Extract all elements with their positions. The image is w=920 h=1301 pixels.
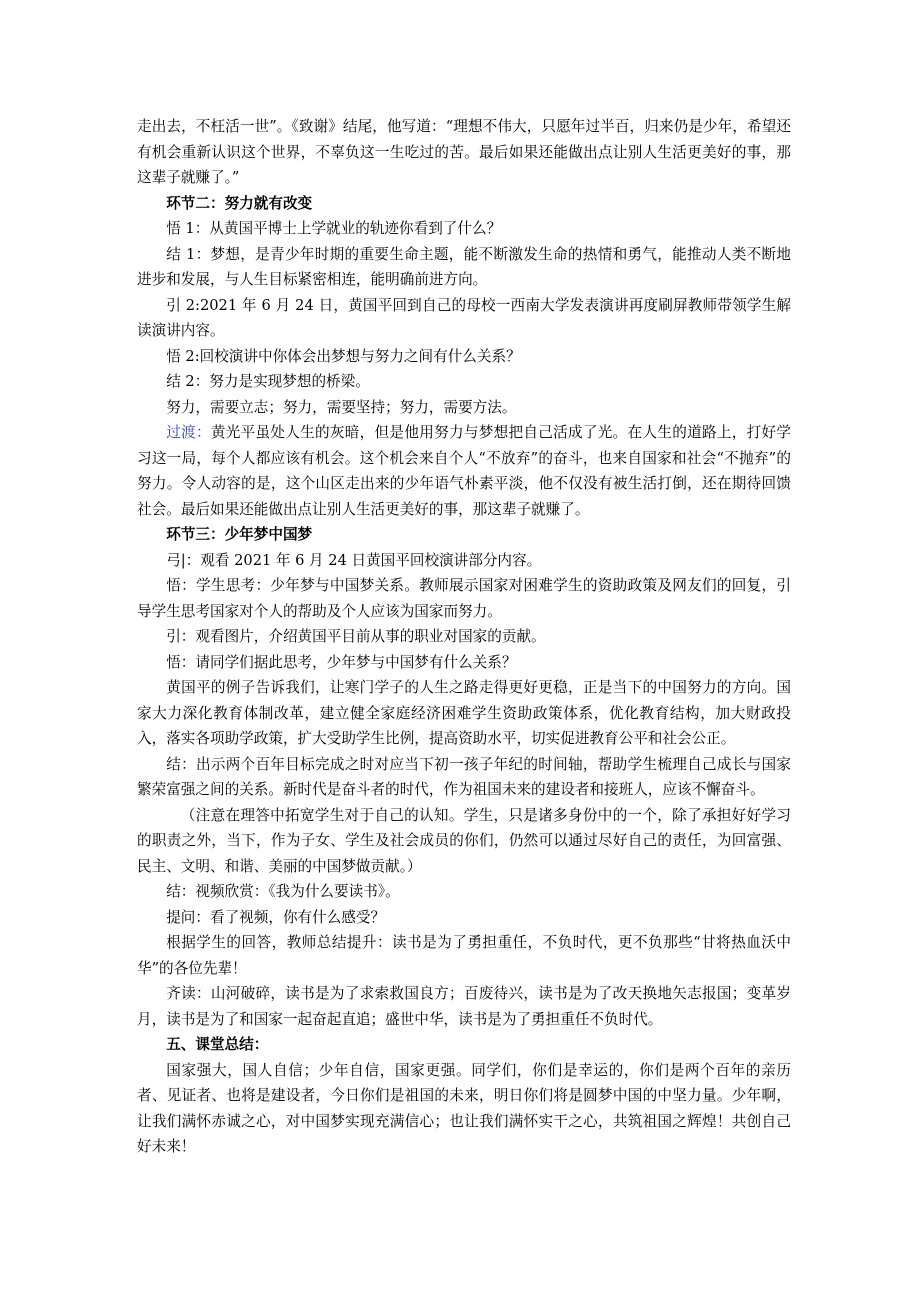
- paragraph-jie-2: 结 2：努力是实现梦想的桥梁。: [166, 373, 370, 390]
- paragraph-huang-example: 黄国平的例子告诉我们，让寒门学子的人生之路走得更好更稳，正是当下的中国努力的方向。国家大力深化教育体制改革，建立健全家庭经济困难学生资助政策体系，优化教育结构，加大财政投入，落实各项助学政策，扩大受助学生比例，提高资助水平，切实促进教育公平和社会公正。: [137, 679, 791, 747]
- paragraph-jie-1: 结 1：梦想，是青少年时期的重要生命主题，能不断激发生命的热情和勇气，能推动人类不断地进步和发展，与人生目标紧密相连，能明确前进方向。: [137, 245, 791, 288]
- document-page: [137, 114, 791, 1160]
- paragraph-wu-2: 悟 2:回校演讲中你体会出梦想与努力之间有什么关系？: [166, 347, 521, 365]
- transition-text: 黄光平虽处人生的灰暗，但是他用努力与梦想把自己活成了光。在人生的道路上，打好学习这一局，每个人都应该有机会。这个机会来自个人“不放弃”的奋斗，也来自国家和社会“不抛弃”的努力。令人动容的是，这个山区走出来的少年语气朴素平淡，他不仅没有被生活打倒，还在期待回馈社会。最后如果还能做出点让别人生活更美好的事，那这辈子就赚了。: [137, 424, 791, 518]
- paragraph-conclusion: 国家强大，国人自信；少年自信，国家更强。同学们，你们是幸运的，你们是两个百年的亲历者、见证者、也将是建设者，今日你们是祖国的未来，明日你们将是圆梦中国的中坚力量。少年啊，让我们满怀赤诚之心，对中国梦实现充满信心；也让我们满怀实干之心，共筑祖国之辉煌！共创自己好未来！: [137, 1061, 791, 1155]
- paragraph-wu-1: 悟 1：从黄国平博士上学就业的轨迹你看到了什么？: [166, 220, 502, 237]
- paragraph-transition: [137, 420, 791, 522]
- paragraph-note: （注意在理答中拓宽学生对于自己的认知。学生，只是诸多身份中的一个，除了承担好好学习的职责之外，当下，作为子女、学生及社会成员的你们，仍然可以通过尽好自己的责任，为回富强、民主、文明、和谐、美丽的中国梦做贡献。）: [137, 806, 791, 875]
- paragraph-wu-student-thinking: 悟：学生思考：少年梦与中国梦关系。教师展示国家对困难学生的资助政策及网友们的回复，引导学生思考国家对个人的帮助及个人应该为国家而努力。: [137, 577, 791, 620]
- paragraph-jie-timeline: 结：出示两个百年目标完成之时对应当下初一孩子年纪的时间轴，帮助学生梳理自己成长与国家繁荣富强之间的关系。新时代是奋斗者的时代，作为祖国未来的建设者和接班人，应该不懈奋斗。: [137, 755, 791, 798]
- paragraph-wu-question: 悟：请同学们据此思考，少年梦与中国梦有什么关系？: [166, 653, 517, 671]
- paragraph-question: 提问：看了视频，你有什么感受？: [166, 908, 386, 926]
- paragraph-effort: 努力，需要立志；努力，需要坚持；努力，需要方法。: [166, 398, 517, 416]
- paragraph-yin-video: 弓|：观看 2021 年 6 月 24 日黄国平回校演讲部分内容。: [166, 551, 542, 569]
- paragraph-read-together: 齐读：山河破碎，读书是为了求索救国良方；百废待兴，读书是为了改天换地矢志报国；变革岁月，读书是为了和国家一起奋起直追；盛世中华，读书是为了勇担重任不负时代。: [137, 985, 791, 1028]
- section-heading-class-summary: 五、课堂总结：: [166, 1036, 269, 1053]
- paragraph-yin-2: 引 2:2021 年 6 月 24 日，黄国平回到自己的母校一西南大学发表演讲再度刷屏教师带领学生解读演讲内容。: [137, 296, 791, 339]
- paragraph-zhixie-ending: 走出去，不枉活一世”。《致谢》结尾，他写道：“理想不伟大，只愿年过半百，归来仍是少年，希望还有机会重新认识这个世界，不辜负这一生吃过的苦。最后如果还能做出点让别人生活更美好的事，那这辈子就赚了。”: [137, 118, 791, 186]
- section-heading-step-three: 环节三：少年梦中国梦: [166, 526, 313, 543]
- transition-label: 过渡：: [166, 424, 211, 441]
- section-heading-step-two: 环节二：努力就有改变: [166, 194, 313, 212]
- paragraph-yin-images: 引：观看图片，介绍黄国平目前从事的职业对国家的贡献。: [166, 628, 546, 645]
- paragraph-jie-video: 结：视频欣赏：《我为什么要读书》。: [166, 883, 400, 900]
- paragraph-teacher-summary: 根据学生的回答，教师总结提升：读书是为了勇担重任，不负时代，更不负那些“甘将热血沃中华”的各位先辈！: [137, 934, 791, 977]
